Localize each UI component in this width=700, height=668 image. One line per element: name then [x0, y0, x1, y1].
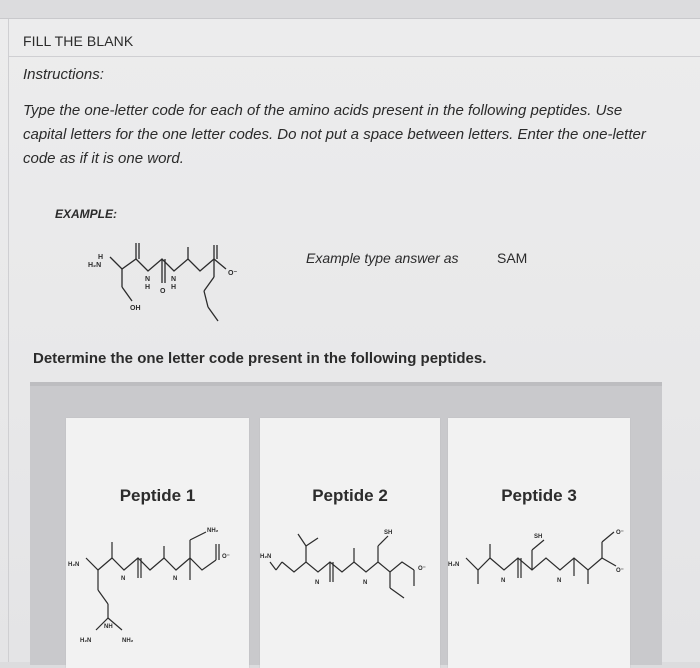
p1-guanidino-right: NH₂ — [122, 638, 134, 644]
p3-amide-n1: N — [501, 578, 506, 584]
p3-carboxylate-1: O⁻ — [616, 530, 624, 536]
left-border — [8, 19, 9, 662]
example-peptide-structure — [88, 237, 258, 342]
question-prompt: Determine the one letter code present in the following peptides. — [33, 350, 487, 367]
p1-side-amine: NH₂ — [207, 528, 219, 534]
instructions-text: Type the one-letter code for each of the amino acids present in the following peptides. Use capital letters for the one letter codes. Do not put a space between letters. Enter the one-letter code as if it is one word. — [23, 102, 646, 167]
header-divider — [9, 56, 700, 57]
peptide-card-3 — [448, 418, 630, 668]
example-amine-h-label: H — [98, 254, 104, 261]
p3-carboxylate-2: O⁻ — [616, 568, 624, 574]
p1-side-nh: NH — [104, 624, 113, 630]
p2-carboxylate: O⁻ — [418, 566, 426, 572]
example-label: EXAMPLE: — [55, 207, 118, 221]
p1-amide-n1: N — [121, 576, 126, 582]
p1-amide-n2: N — [173, 576, 178, 582]
peptide-2-label: Peptide 2 — [312, 486, 388, 505]
example-prompt: Example type answer as — [306, 250, 459, 266]
instructions-heading: Instructions: — [23, 66, 104, 83]
p1-guanidino-left: H₂N — [80, 638, 92, 644]
peptide-1-structure — [66, 518, 249, 668]
p1-amine: H₂N — [68, 562, 80, 568]
example-amide-n2: N — [171, 276, 177, 283]
peptide-3-structure — [448, 518, 630, 668]
p3-amide-n2: N — [557, 578, 562, 584]
peptide-3-label: Peptide 3 — [501, 486, 577, 505]
example-carboxylate-label: O⁻ — [228, 270, 238, 277]
peptide-card-2 — [260, 418, 440, 668]
p2-amine: H₂N — [260, 554, 272, 560]
p2-amide-n2: N — [363, 580, 368, 586]
p2-thiol: SH — [384, 530, 393, 536]
peptide-1-label: Peptide 1 — [119, 486, 196, 505]
p1-carboxylate: O⁻ — [222, 554, 230, 560]
example-amide-n1: N — [145, 276, 151, 283]
example-carbonyl-o: O — [160, 288, 166, 295]
example-amide-h1: H — [145, 284, 151, 291]
peptide-2-structure — [260, 518, 440, 668]
p2-amide-n1: N — [315, 580, 320, 586]
question-type-title: FILL THE BLANK — [23, 33, 134, 49]
peptides-panel — [30, 382, 662, 665]
example-answer: SAM — [497, 250, 528, 266]
peptide-card-1 — [66, 418, 249, 668]
example-hydroxyl-label: OH — [130, 305, 141, 312]
example-amine-label: H₂N — [88, 262, 102, 269]
p3-amine: H₂N — [448, 562, 460, 568]
example-amide-h2: H — [171, 284, 177, 291]
p3-thiol: SH — [534, 534, 543, 540]
